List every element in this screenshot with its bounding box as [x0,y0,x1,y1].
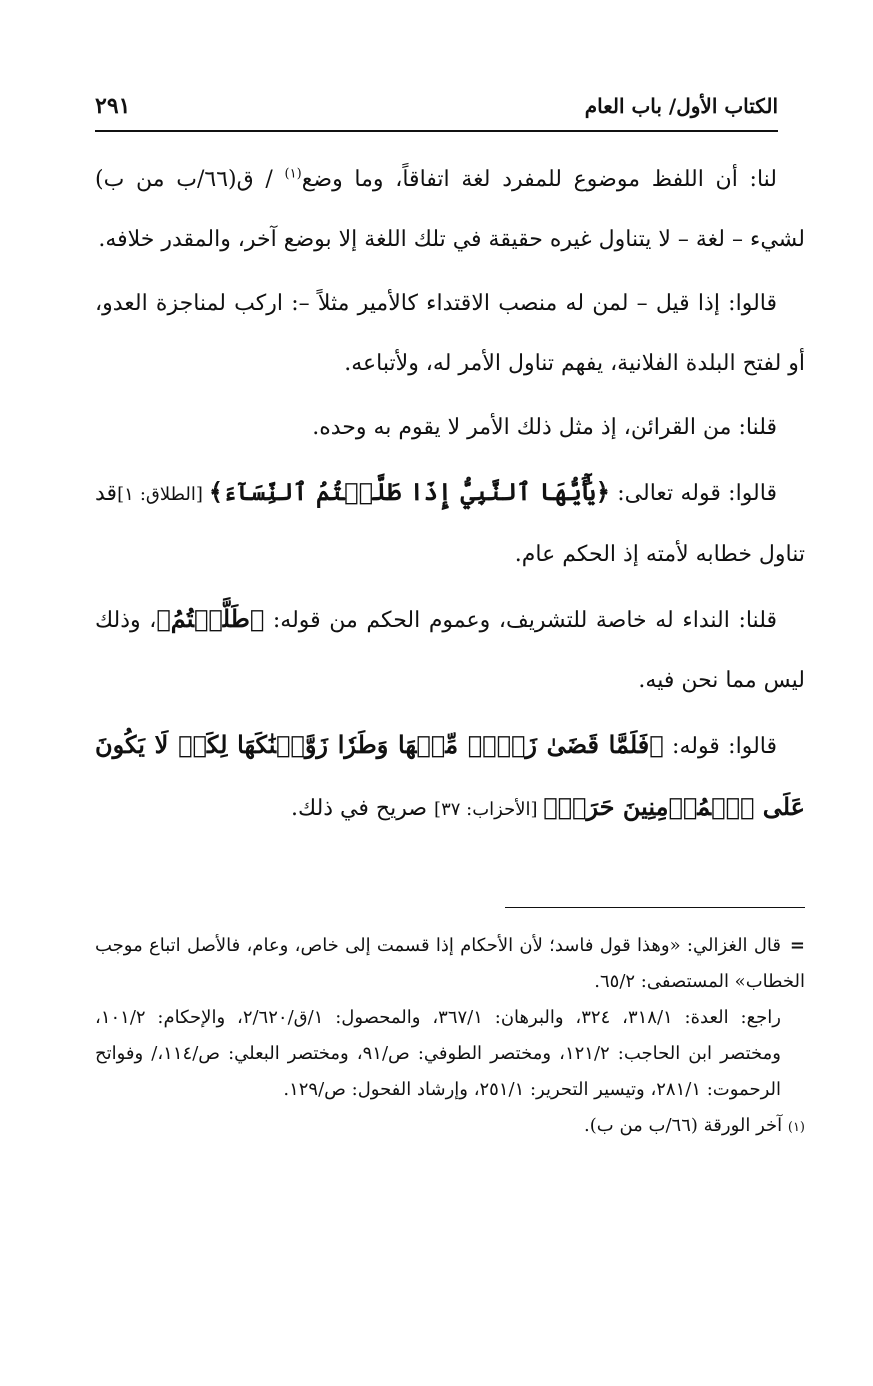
paragraph-text: / ق(٦٦/ب من ب) لشيء – لغة – لا يتناول غيره حقيقة في تلك اللغة إلا بوضع آخر، والمقدر خلافه. [95,167,805,252]
page-header [95,82,778,132]
paragraph [95,462,805,585]
footnote-text: راجع: العدة: ٣١٨/١، ٣٢٤، والبرهان: ٣٦٧/١، والمحصول: ١/ق/٢/٦٢٠، والإحكام: ١٠١/٢، ومختصر ابن الحاجب: ١٢١/٢، ومختصر الطوفي: ص/٩١، ومختصر البعلي: ص/١١٤،/ وفواتح الرحموت: ٢٨١/١، وتيسير التحرير: ٢٥١/١، وإرشاد الفحول: ص/١٢٩. [95,1007,781,1100]
footnote-number: (١) [787,1120,805,1135]
quran-verse: ﴿فَلَمَّا قَضَىٰ زَيۡدٞ مِّنۡهَا وَطَرٗا زَوَّجۡنَٰكَهَا لِكَيۡ لَا يَكُونَ عَلَى ٱلۡمُؤۡمِنِينَ حَرَجٞ﴾ [95,730,805,821]
paragraph-text: لنا: أن اللفظ موضوع للمفرد لغة اتفاقاً، وما وضع [301,167,777,192]
page-number: ٢٩١ [95,93,131,119]
verse-reference: [الأحزاب: ٣٧] [434,799,544,820]
paragraph [95,150,805,270]
paragraph-text: قلنا: النداء له خاصة للتشريف، وعموم الحكم من قوله: [264,608,777,633]
paragraph [95,274,805,394]
paragraph-text: قد تناول خطابه لأمته إذ الحكم عام. [95,481,805,567]
quran-verse: ﴿يَٰٓأَيُّهَا ٱلنَّبِيُّ إِذَا طَلَّقۡتُمُ ٱلنِّسَآءَ﴾ [208,477,610,506]
paragraph-text: قالوا: قوله: [663,734,777,759]
verse-reference: [الطلاق: ١] [117,484,209,505]
paragraph-text: قالوا: إذا قيل – لمن له منصب الاقتداء كالأمير مثلاً –: اركب لمناجزة العدو، أو لفتح البلدة الفلانية، يفهم تناول الأمر له، ولأتباعه. [95,291,805,376]
footnote-references [95,1000,805,1108]
footnote-1 [95,1108,805,1146]
footnote-text: قال الغزالي: «وهذا قول فاسد؛ لأن الأحكام إذا قسمت إلى خاص، وعام، فالأصل اتباع موجب الخطاب» المستصفى: ٦٥/٢. [95,935,805,992]
continuation-marker: = [789,935,805,956]
paragraph-text: ، وذلك ليس مما نحن فيه. [95,608,805,693]
paragraph [95,589,805,711]
footnote-continuation [95,928,805,1000]
paragraph-text: قلنا: من القرائن، إذ مثل ذلك الأمر لا يقوم به وحده. [312,415,777,440]
quran-verse: ﴿طَلَّقۡتُمُ﴾ [156,604,265,633]
footnote-divider [505,907,805,908]
footnotes [95,928,805,1146]
paragraph-text: قالوا: قوله تعالى: [609,481,777,506]
paragraph [95,398,805,458]
paragraph [95,715,805,840]
main-text [95,150,805,844]
footnote-text: آخر الورقة (٦٦/ب من ب). [584,1115,788,1136]
running-title: الكتاب الأول/ باب العام [584,94,778,118]
footnote-marker: (١) [284,166,302,182]
paragraph-text: صريح في ذلك. [291,796,435,821]
